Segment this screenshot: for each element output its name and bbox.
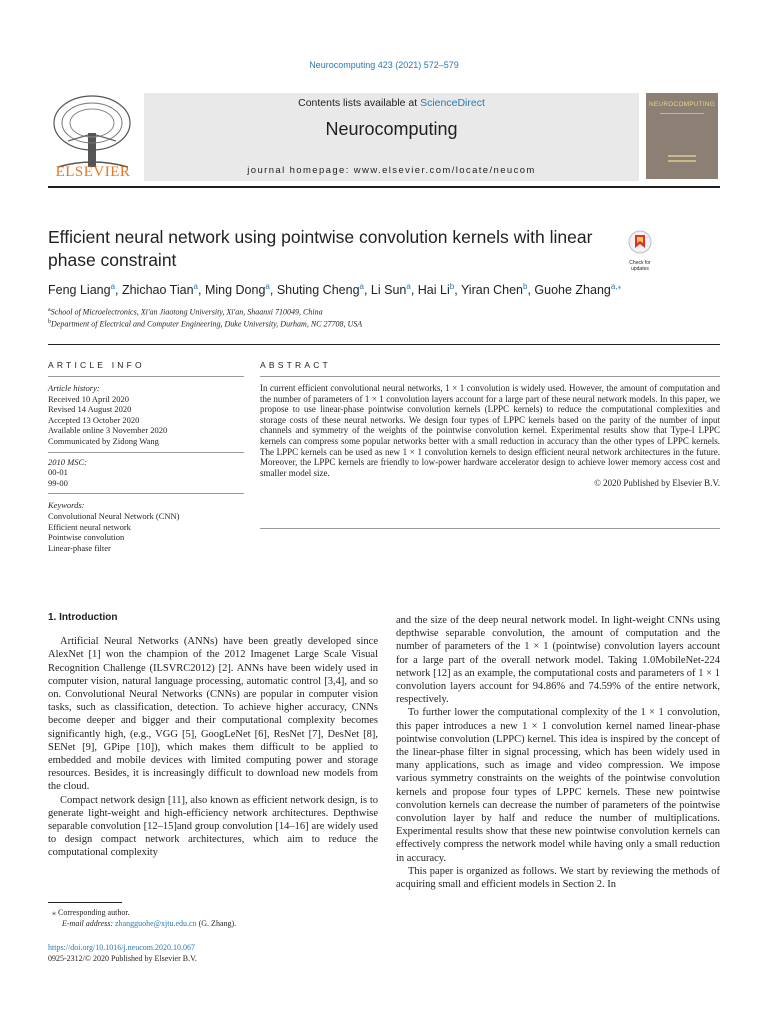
affiliation: $^b$Department of Electrical and Computer Engineering, Duke University, Durham, NC 27708, USA (48, 319, 363, 329)
author[interactable]: Feng Liang$^a$ (48, 282, 116, 298)
abstract-heading: ABSTRACT (260, 360, 331, 370)
journal-citation[interactable]: Neurocomputing 423 (2021) 572–579 (309, 60, 459, 70)
keyword[interactable]: Linear-phase filter (48, 542, 111, 553)
article-title: Efficient neural network using pointwise convolution kernels with linear phase constraint (48, 227, 593, 270)
keyword[interactable]: Efficient neural network (48, 521, 131, 532)
author[interactable]: Shuting Cheng$^a$ (276, 282, 364, 298)
divider (48, 344, 720, 345)
intro-right-column (396, 614, 720, 891)
paragraph: Compact network design [11], also known as efficient network design, is to generate light-weight and high-efficiency network architectures. Depthwise separable convolution [12–15]and group convolution [14–16] are widely used to design compact network architectures, which aim to reduce the computational complexity (48, 794, 378, 859)
article-history: Article history: Received 10 April 2020 Revised 14 August 2020 Accepted 13 October 2020 Available online 3 November 2020 Communicated by Zidong Wang (48, 383, 244, 453)
elsevier-wordmark: ELSEVIER (55, 164, 131, 180)
elsevier-logo[interactable] (48, 93, 138, 181)
article-info-heading: ARTICLE INFO (48, 360, 145, 370)
header-rule (48, 186, 720, 188)
email-link[interactable]: zhangguohe@xjtu.edu.cn (115, 919, 197, 928)
issn: 0925-2312/© 2020 Published by Elsevier B.V. (48, 954, 197, 963)
doi-link[interactable]: https://doi.org/10.1016/j.neucom.2020.10.067 (48, 943, 195, 952)
affiliation: $^a$School of Microelectronics, Xi'an Jiaotong University, Xi'an, Shaanxi 710049, China (48, 307, 323, 317)
check-for-updates-badge[interactable] (622, 230, 658, 272)
paragraph: To further lower the computational complexity of the 1 × 1 convolution, this paper introduces a new 1 × 1 convolution kernel named linear-phase pointwise convolution (LPPC) kernel. This idea is inspired by the concept of the linear-phase filter in signal processing, which has been widely used in many applications, such as image and video compression. We impose various symmetry constraints on the weights of the pointwise convolution kernels and propose four types of LPPC kernels. These new pointwise convolution kernels can decrease the number of parameters of the pointwise convolution layer by half and reduce the number of multiplications. Experimental results show that these new pointwise convolution kernels can effectively compress the network model while having only a small reduction in accuracy. (396, 707, 720, 864)
journal-banner (144, 93, 639, 181)
doi-block (48, 942, 388, 964)
intro-left-column (48, 611, 378, 860)
author-list: Feng Liang$^a$, Zhichao Tian$^a$, Ming Dong$^a$, Shuting Cheng$^a$, Li Sun$^a$, Hai Li$^b$, Yiran Chen$^b$, Guohe Zhang$^{a,⁎}$ (48, 282, 622, 298)
keyword[interactable]: Pointwise convolution (48, 532, 125, 543)
author[interactable]: Hai Li$^b$ (417, 282, 455, 298)
section-heading: 1. Introduction (48, 612, 118, 623)
bookmark-icon (622, 230, 658, 256)
author[interactable]: Guohe Zhang$^{a,⁎}$ (534, 282, 622, 298)
cover-title: NEUROCOMPUTING (649, 101, 715, 108)
paragraph: This paper is organized as follows. We start by reviewing the methods of acquiring small and efficient models in Section 2. In (396, 865, 720, 891)
journal-homepage[interactable]: journal homepage: www.elsevier.com/locate/neucom (247, 165, 536, 176)
keyword[interactable]: Convolutional Neural Network (CNN) (48, 510, 180, 521)
journal-name: Neurocomputing (325, 119, 458, 139)
journal-cover[interactable] (646, 93, 718, 179)
badge-text: Check for updates (629, 260, 651, 272)
footnote-rule (48, 902, 122, 903)
footnote: ⁎ Corresponding author. E-mail address: zhangguohe@xjtu.edu.cn (G. Zhang). (52, 908, 237, 928)
author[interactable]: Yiran Chen$^b$ (460, 282, 528, 298)
keywords: Keywords: Convolutional Neural Network (CNN) Efficient neural network Pointwise convolution Linear-phase filter (48, 498, 244, 553)
contents-line: Contents lists available at ScienceDirect (298, 97, 485, 109)
sciencedirect-link[interactable]: ScienceDirect (420, 97, 485, 109)
paragraph: and the size of the deep neural network model. In light-weight CNNs using depthwise separable convolution, the amount of computation and the number of parameters of the 1 × 1 (pointwise) convolution layers account for a large part of the overall network model. Taking 1.0MobileNet-224 network [12] as an example, the computational costs and parameters of 1 × 1 convolution layers account for 94.86% and 74.59% of the entire network, respectively. (396, 615, 720, 706)
msc-codes: 2010 MSC: 00-01 99-00 (48, 457, 244, 495)
author[interactable]: Ming Dong$^a$ (204, 282, 270, 298)
author[interactable]: Zhichao Tian$^a$ (121, 282, 198, 298)
copyright: © 2020 Published by Elsevier B.V. (594, 478, 720, 489)
article-info (48, 383, 244, 553)
paragraph: Artificial Neural Networks (ANNs) have been greatly developed since AlexNet [1] won the champion of the 2012 Imagenet Large Scale Visual Recognition Challenge (ILSVRC2012) [2]. ANNs have been widely used in computer vision, natural language processing, automatic control [3,4], and so on. Convolutional Neural Networks (CNNs) are popular in computer vision tasks, such as classification, detection. To achieve higher accuracy, CNNs become deeper and bigger and their computational complexity becomes significantly high, (e.g., VGG [5], GoogLeNet [6], ResNet [7], DesNet [8], SENet [9], GPipe [10]), which makes them difficult to be applied to embedded and mobile devices with limited computing power and storage resources. Besides, it is increasingly difficult to download new models from the cloud. (48, 636, 378, 793)
author[interactable]: Li Sun$^a$ (370, 282, 411, 298)
abstract-body: In current efficient convolutional neural networks, 1 × 1 convolution is widely used. However, the amount of computation and the number of parameters of 1 × 1 convolution layers account for a large part of these neural network models. In this paper, we propose to use linear-phase pointwise convolution kernels (LPPC kernels) to reduce the computational complexities and storage costs of these neural networks. We design four types of LPPC kernels based on the parity of the number of input channels and symmetry of the weights of the pointwise convolution kernel. Experimental results show that Type-I LPPC kernels can compress some popular networks better with a small reduction in accuracy than the other types of LPPC kernels. The LPPC kernels can be used as new 1 × 1 convolution kernels to design efficient neural network architectures in the future. Moreover, the LPPC kernels are friendly to low-power hardware accelerator design to achieve lower memory access cost and smaller model size. © 2020 Published by Elsevier B.V. (260, 383, 720, 489)
